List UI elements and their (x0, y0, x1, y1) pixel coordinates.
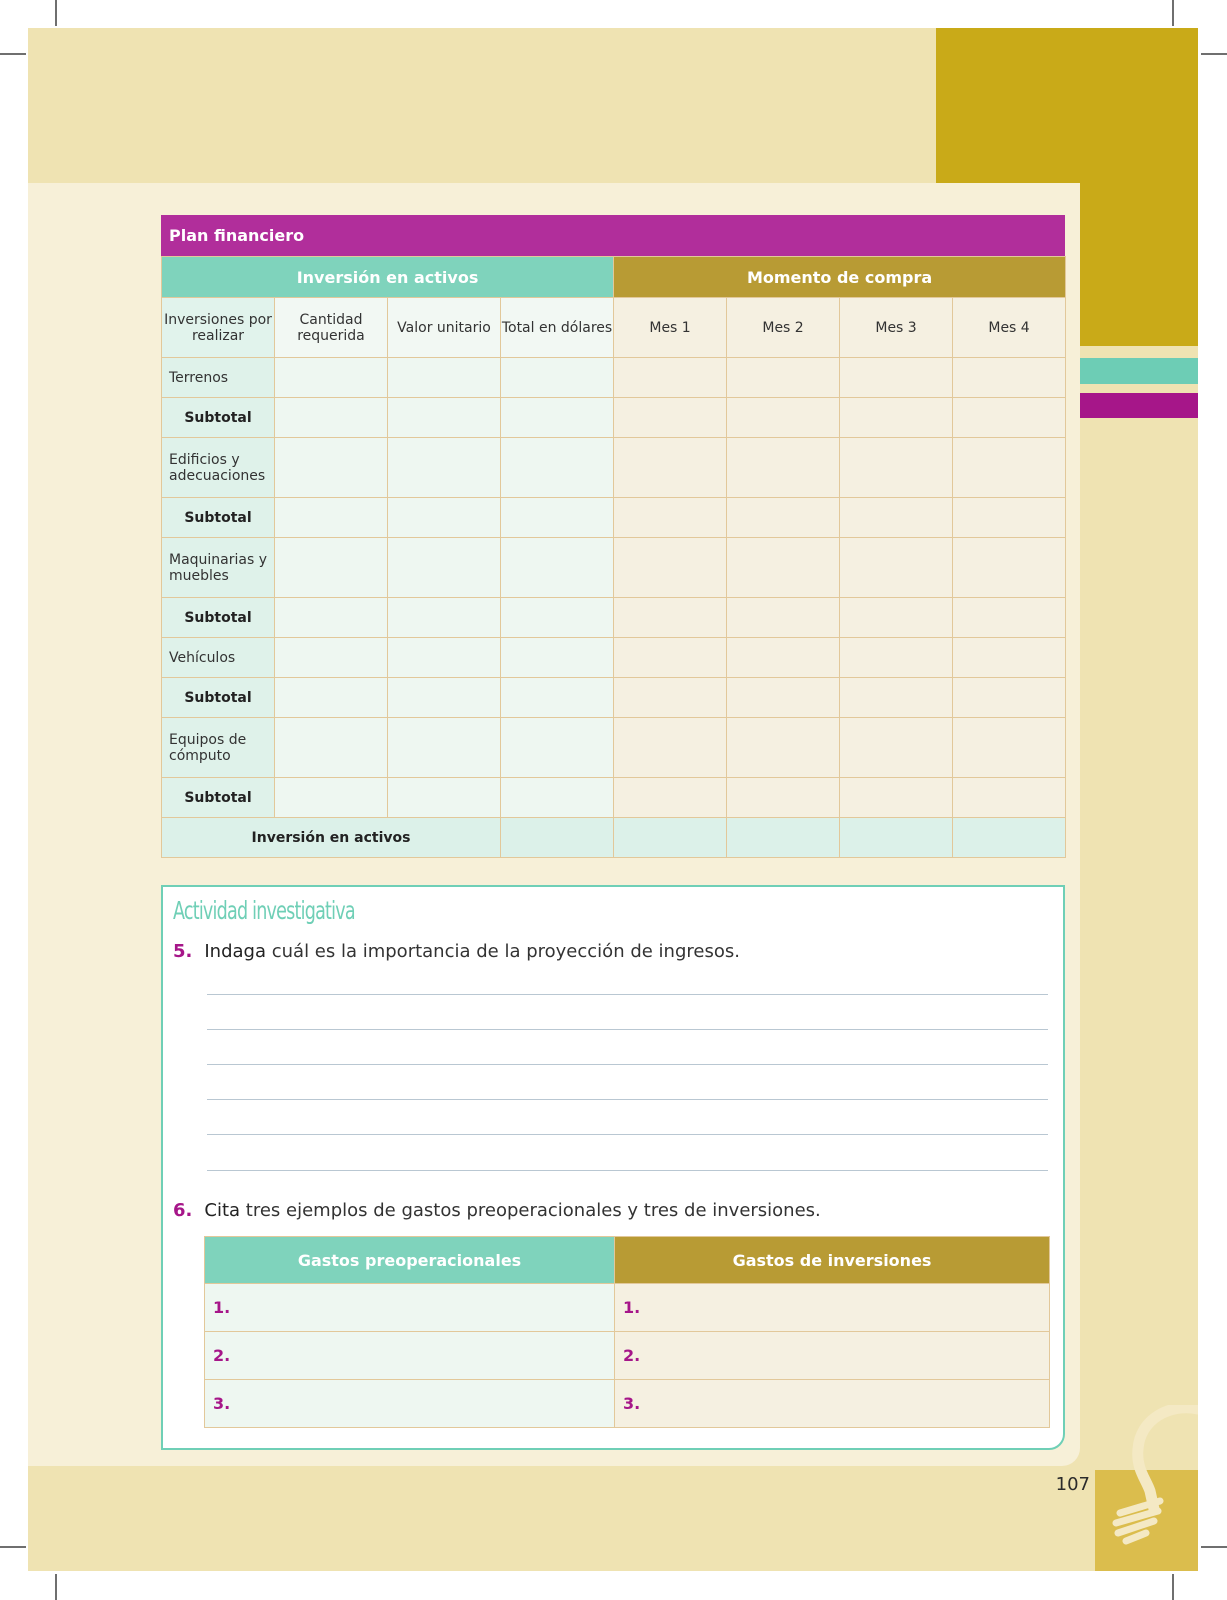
question-text: cuál es la importancia de la proyección de ingresos. (266, 941, 740, 962)
answer-line[interactable] (207, 1134, 1048, 1135)
input-cell[interactable] (727, 538, 840, 598)
total-cell[interactable] (727, 818, 840, 858)
input-cell[interactable] (953, 598, 1066, 638)
input-cell[interactable] (727, 778, 840, 818)
crop-mark (1201, 53, 1227, 55)
input-cell[interactable] (840, 498, 953, 538)
total-cell[interactable] (614, 818, 727, 858)
table-row (162, 638, 1066, 678)
table-row (162, 398, 1066, 438)
col-header: Inversiones por realizar (162, 298, 275, 358)
input-cell[interactable] (501, 438, 614, 498)
subtotal-label: Subtotal (162, 498, 275, 538)
input-cell[interactable] (614, 638, 727, 678)
input-cell[interactable] (614, 398, 727, 438)
crop-mark (55, 0, 57, 26)
input-cell[interactable] (388, 358, 501, 398)
activity-title: Actividad investigativa (173, 896, 355, 925)
input-cell[interactable] (953, 718, 1066, 778)
gastos-header-inversiones: Gastos de inversiones (615, 1237, 1050, 1284)
input-cell[interactable] (840, 538, 953, 598)
input-cell[interactable] (275, 358, 388, 398)
row-label: Maquinarias y muebles (162, 538, 275, 598)
input-cell[interactable] (614, 718, 727, 778)
input-cell[interactable] (727, 598, 840, 638)
input-cell[interactable] (501, 718, 614, 778)
input-cell[interactable] (501, 358, 614, 398)
gastos-cell[interactable]: 1. (615, 1284, 1050, 1332)
total-cell[interactable] (953, 818, 1066, 858)
question-verb: Cita (204, 1200, 241, 1221)
input-cell[interactable] (953, 398, 1066, 438)
input-cell[interactable] (501, 638, 614, 678)
input-cell[interactable] (275, 718, 388, 778)
answer-line[interactable] (207, 1064, 1048, 1065)
crop-mark (0, 53, 26, 55)
input-cell[interactable] (388, 718, 501, 778)
answer-line[interactable] (207, 1099, 1048, 1100)
table-row (162, 438, 1066, 498)
crop-mark (0, 1546, 26, 1548)
input-cell[interactable] (275, 438, 388, 498)
input-cell[interactable] (614, 778, 727, 818)
crop-mark (1172, 0, 1174, 26)
input-cell[interactable] (388, 598, 501, 638)
col-header: Mes 2 (727, 298, 840, 358)
input-cell[interactable] (388, 438, 501, 498)
gastos-cell[interactable]: 2. (615, 1332, 1050, 1380)
question-number: 6. (173, 1200, 193, 1221)
subtotal-label: Subtotal (162, 398, 275, 438)
input-cell[interactable] (840, 358, 953, 398)
input-cell[interactable] (501, 498, 614, 538)
input-cell[interactable] (501, 598, 614, 638)
answer-line[interactable] (207, 1170, 1048, 1171)
table-row (162, 498, 1066, 538)
input-cell[interactable] (275, 638, 388, 678)
input-cell[interactable] (727, 718, 840, 778)
input-cell[interactable] (388, 498, 501, 538)
input-cell[interactable] (388, 398, 501, 438)
crop-mark (55, 1574, 57, 1600)
input-cell[interactable] (840, 398, 953, 438)
input-cell[interactable] (275, 498, 388, 538)
table-row (162, 598, 1066, 638)
answer-line[interactable] (207, 1029, 1048, 1030)
crop-mark (1172, 1574, 1174, 1600)
input-cell[interactable] (275, 398, 388, 438)
question-text: tres ejemplos de gastos preoperacionales y tres de inversiones. (240, 1200, 821, 1221)
plan-financiero-table (161, 256, 1066, 858)
page-number: 107 (1055, 1474, 1090, 1495)
col-header: Total en dólares (501, 298, 614, 358)
input-cell[interactable] (840, 678, 953, 718)
col-header: Cantidad requerida (275, 298, 388, 358)
input-cell[interactable] (727, 498, 840, 538)
table-row (162, 678, 1066, 718)
subtotal-label: Subtotal (162, 598, 275, 638)
input-cell[interactable] (275, 538, 388, 598)
input-cell[interactable] (388, 538, 501, 598)
input-cell[interactable] (727, 678, 840, 718)
input-cell[interactable] (275, 678, 388, 718)
input-cell[interactable] (727, 398, 840, 438)
gastos-header-preoperacionales: Gastos preoperacionales (205, 1237, 615, 1284)
input-cell[interactable] (953, 678, 1066, 718)
input-cell[interactable] (953, 778, 1066, 818)
col-header: Mes 1 (614, 298, 727, 358)
input-cell[interactable] (840, 438, 953, 498)
input-cell[interactable] (501, 678, 614, 718)
table-row (162, 718, 1066, 778)
input-cell[interactable] (501, 778, 614, 818)
input-cell[interactable] (953, 638, 1066, 678)
crop-mark (1201, 1546, 1227, 1548)
row-label: Vehículos (162, 638, 275, 678)
input-cell[interactable] (840, 598, 953, 638)
input-cell[interactable] (275, 778, 388, 818)
row-label: Equipos de cómputo (162, 718, 275, 778)
input-cell[interactable] (953, 538, 1066, 598)
subtotal-label: Subtotal (162, 778, 275, 818)
input-cell[interactable] (501, 398, 614, 438)
row-label: Terrenos (162, 358, 275, 398)
input-cell[interactable] (614, 598, 727, 638)
col-header: Mes 3 (840, 298, 953, 358)
input-cell[interactable] (614, 498, 727, 538)
question-verb: Indaga (204, 941, 267, 962)
gastos-cell[interactable]: 2. (205, 1332, 615, 1380)
input-cell[interactable] (840, 718, 953, 778)
teal-side-strip (1080, 358, 1198, 384)
table-row (162, 538, 1066, 598)
input-cell[interactable] (388, 638, 501, 678)
group-header-momento: Momento de compra (614, 257, 1066, 298)
input-cell[interactable] (388, 678, 501, 718)
input-cell[interactable] (501, 538, 614, 598)
input-cell[interactable] (614, 538, 727, 598)
input-cell[interactable] (614, 678, 727, 718)
table-row (205, 1284, 1050, 1332)
row-label: Edificios y adecuaciones (162, 438, 275, 498)
subtotal-label: Subtotal (162, 678, 275, 718)
input-cell[interactable] (953, 358, 1066, 398)
input-cell[interactable] (727, 358, 840, 398)
magenta-side-strip (1080, 393, 1198, 418)
table-row (162, 358, 1066, 398)
lightbulb-icon (1100, 1405, 1198, 1545)
input-cell[interactable] (275, 598, 388, 638)
table-row (162, 778, 1066, 818)
gastos-cell[interactable]: 1. (205, 1284, 615, 1332)
input-cell[interactable] (727, 438, 840, 498)
question-6 (173, 1200, 821, 1221)
table-row (205, 1332, 1050, 1380)
gastos-cell[interactable]: 3. (615, 1380, 1050, 1428)
group-header-inversion: Inversión en activos (162, 257, 614, 298)
col-header: Valor unitario (388, 298, 501, 358)
total-cell[interactable] (501, 818, 614, 858)
input-cell[interactable] (953, 438, 1066, 498)
gastos-cell[interactable]: 3. (205, 1380, 615, 1428)
col-header: Mes 4 (953, 298, 1066, 358)
total-cell[interactable] (840, 818, 953, 858)
plan-title: Plan financiero (161, 215, 1065, 256)
input-cell[interactable] (388, 778, 501, 818)
total-row (162, 818, 1066, 858)
input-cell[interactable] (727, 638, 840, 678)
input-cell[interactable] (840, 638, 953, 678)
input-cell[interactable] (840, 778, 953, 818)
question-5 (173, 941, 740, 962)
input-cell[interactable] (953, 498, 1066, 538)
input-cell[interactable] (614, 358, 727, 398)
gastos-table (204, 1236, 1050, 1428)
total-label: Inversión en activos (162, 818, 501, 858)
question-number: 5. (173, 941, 193, 962)
table-row (205, 1380, 1050, 1428)
answer-line[interactable] (207, 994, 1048, 995)
input-cell[interactable] (614, 438, 727, 498)
